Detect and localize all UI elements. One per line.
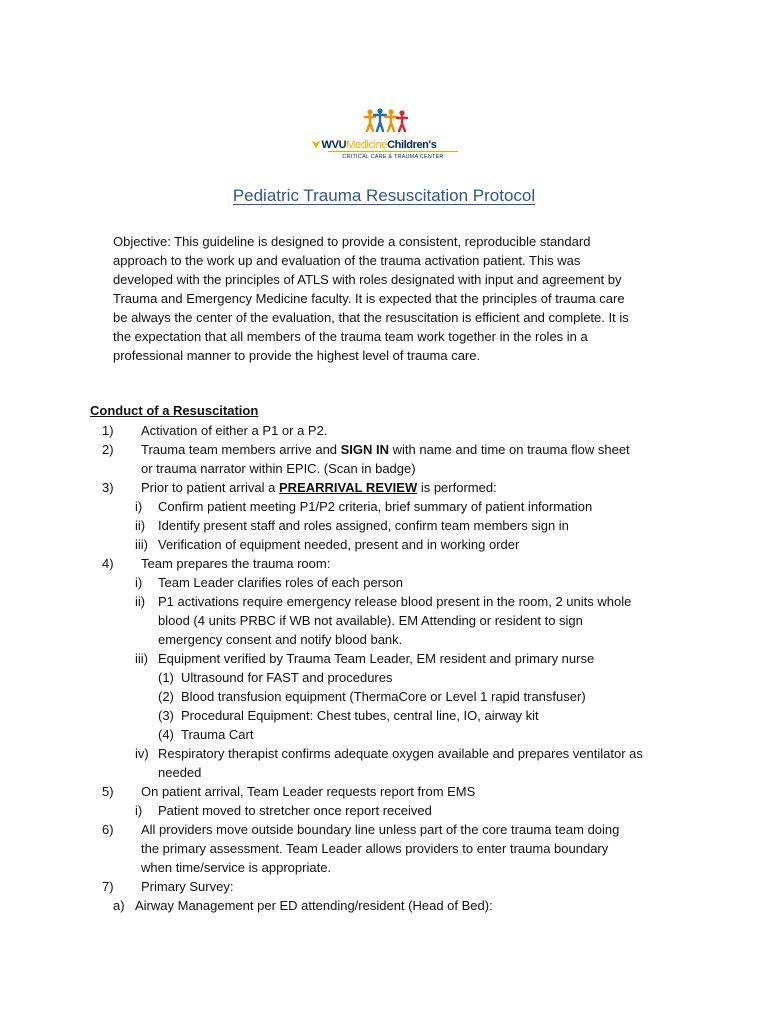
substep-marker: iii) <box>135 537 148 552</box>
step-number: 3) <box>102 480 114 495</box>
item-marker: (2) <box>158 689 174 704</box>
objective-line: developed with the principles of ATLS with roles designated with input and agreement by <box>113 272 622 287</box>
step-2-text-cont: or trauma narrator within EPIC. (Scan in badge) <box>141 461 416 476</box>
substep-marker: i) <box>135 803 143 818</box>
step-number: 4) <box>102 556 114 571</box>
step-number: 2) <box>102 442 114 457</box>
logo-wordmark: ⮟WVUMedicineChildren's <box>312 139 437 151</box>
step-number: 7) <box>102 879 114 894</box>
substep-text: Confirm patient meeting P1/P2 criteria, brief summary of patient information <box>158 499 593 514</box>
substep-text: Identify present staff and roles assigned, confirm team members sign in <box>158 518 569 533</box>
substep-marker: i) <box>135 499 143 514</box>
prearrival-review-emphasis: PREARRIVAL REVIEW <box>279 480 418 495</box>
objective-paragraph <box>113 232 688 365</box>
substep-text: Respiratory therapist confirms adequate oxygen available and prepares ventilator as <box>158 746 643 761</box>
substep-marker: ii) <box>135 594 146 609</box>
step-2-text: Trauma team members arrive and SIGN IN with name and time on trauma flow sheet <box>141 442 630 457</box>
wvu-medicine-childrens-logo <box>312 108 458 168</box>
equipment-item: Trauma Cart <box>181 727 254 742</box>
objective-line: Objective: This guideline is designed to provide a consistent, reproducible standard <box>113 234 591 249</box>
step-number: 6) <box>102 822 114 837</box>
substep-text: Patient moved to stretcher once report received <box>158 803 432 818</box>
objective-line: the expectation that all members of the trauma team work together in the roles in a <box>113 329 588 344</box>
step-7-text: Primary Survey: <box>141 879 234 894</box>
step-7a-text: Airway Management per ED attending/resident (Head of Bed): <box>135 898 493 913</box>
step-6-text-cont: the primary assessment. Team Leader allows providers to enter trauma boundary <box>141 841 609 856</box>
objective-line: professional manner to provide the highest level of trauma care. <box>113 348 481 363</box>
substep-marker: iv) <box>135 746 149 761</box>
substep-marker: a) <box>113 898 125 913</box>
step-4-text: Team prepares the trauma room: <box>141 556 331 571</box>
flying-wv-icon: ⮟ <box>312 140 321 151</box>
step-6-text: All providers move outside boundary line unless part of the core trauma team doing <box>141 822 620 837</box>
item-marker: (1) <box>158 670 174 685</box>
equipment-item: Blood transfusion equipment (ThermaCore or Level 1 rapid transfuser) <box>181 689 586 704</box>
sign-in-emphasis: SIGN IN <box>340 442 390 457</box>
substep-marker: ii) <box>135 518 146 533</box>
substep-text-cont: emergency consent and notify blood bank. <box>158 632 403 647</box>
substep-text: Team Leader clarifies roles of each person <box>158 575 403 590</box>
section-heading: Conduct of a Resuscitation <box>90 403 259 418</box>
item-marker: (3) <box>158 708 174 723</box>
objective-line: Trauma and Emergency Medicine faculty. It is expected that the principles of trauma care <box>113 291 625 306</box>
substep-text: Verification of equipment needed, present and in working order <box>158 537 520 552</box>
step-3-text: Prior to patient arrival a PREARRIVAL REVIEW is performed: <box>141 480 497 495</box>
step-1-text: Activation of either a P1 or a P2. <box>141 423 328 438</box>
document-title: Pediatric Trauma Resuscitation Protocol <box>232 186 536 205</box>
step-number: 1) <box>102 423 114 438</box>
substep-text-cont: blood (4 units PRBC if WB not available). EM Attending or resident to sign <box>158 613 583 628</box>
logo-divider <box>328 151 458 152</box>
equipment-item: Ultrasound for FAST and procedures <box>181 670 393 685</box>
equipment-item: Procedural Equipment: Chest tubes, central line, IO, airway kit <box>181 708 539 723</box>
substep-text: Equipment verified by Trauma Team Leader, EM resident and primary nurse <box>158 651 595 666</box>
substep-text: P1 activations require emergency release blood present in the room, 2 units whole <box>158 594 632 609</box>
children-figures-icon <box>364 108 408 132</box>
substep-marker: i) <box>135 575 143 590</box>
step-6-text-cont: when time/service is appropriate. <box>141 860 332 875</box>
objective-line: be always the center of the evaluation, that the resuscitation is efficient and complete. It is <box>113 310 629 325</box>
objective-line: approach to the work up and evaluation of the trauma activation patient. This was <box>113 253 581 268</box>
step-5-text: On patient arrival, Team Leader requests report from EMS <box>141 784 476 799</box>
substep-text-cont: needed <box>158 765 202 780</box>
item-marker: (4) <box>158 727 174 742</box>
step-number: 5) <box>102 784 114 799</box>
substep-marker: iii) <box>135 651 148 666</box>
logo-subtitle: CRITICAL CARE & TRAUMA CENTER <box>342 154 444 160</box>
